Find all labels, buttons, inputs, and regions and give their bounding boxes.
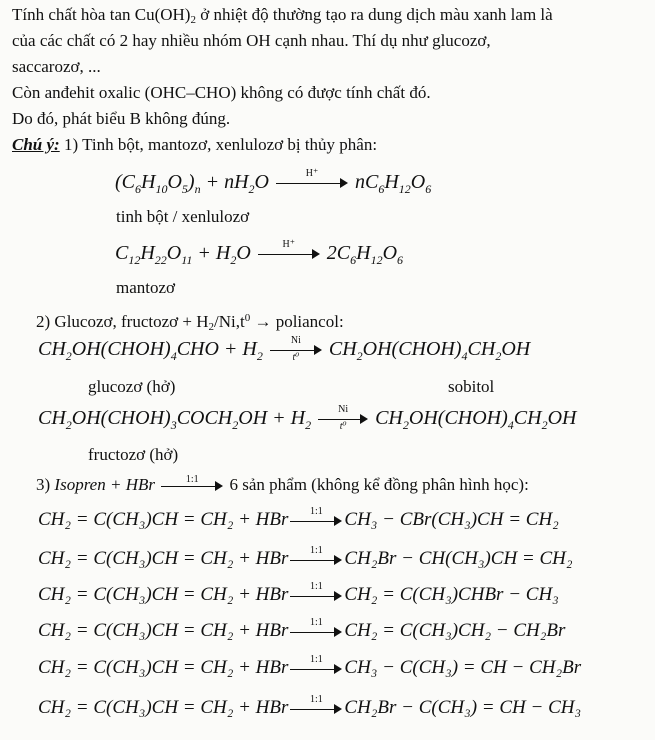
equation-reactant: CH₂ = C(CH₃)CH = CH₂ + HBr [38, 657, 289, 678]
note-item-1: Chú ý: 1) Tinh bột, mantozơ, xenlulozơ bị thủy phân: [12, 135, 378, 154]
equation-reactant: CH₂ = C(CH₃)CH = CH₂ + HBr [38, 620, 289, 641]
label-mantozo: mantozơ [116, 278, 176, 297]
paragraph-3: Do đó, phát biểu B không đúng. [12, 109, 231, 128]
reaction-arrow: $\frac{Ni}{\text{t⁰}}$ [270, 338, 322, 362]
equation-product: CH₂ = C(CH₃)CH₂ − CH₂Br [344, 620, 566, 641]
equation-reactant: CH₂ = C(CH₃)CH = CH₂ + HBr [38, 509, 289, 530]
note-item-3: 3) Isopren + HBr 1:1 6 sản phẩm (không kể đồng phân hình học): [36, 474, 655, 496]
isoprene-equation [38, 544, 573, 574]
reaction-arrow: 1:1 [290, 697, 342, 721]
label-tinh-bot: tinh bột / xenlulozơ [116, 207, 250, 226]
reaction-arrow: 1:1 [290, 509, 342, 533]
isoprene-equation [38, 616, 565, 646]
equation-product: CH₃ − C(CH₃) = CH − CH₂Br [344, 657, 582, 678]
paragraph-2: Còn anđehit oxalic (OHC–CHO) không có được tính chất đó. [12, 83, 431, 102]
equation-glucose-hydrogenation: $CH_2OH(CHOH)_4CHO + H_2$ $\frac{Ni}{\text{t⁰}}$ $CH_2OH(CHOH)_4CH_2OH$ [38, 335, 531, 364]
equation-reactant: CH₂ = C(CH₃)CH = CH₂ + HBr [38, 697, 289, 718]
label-fructozo-ho: fructozơ (hở) [88, 445, 179, 464]
reaction-arrow: 1:1 [161, 476, 223, 496]
reaction-arrow: 1:1 [290, 548, 342, 572]
equation-product: CH₂Br − CH(CH₃)CH = CH₂ [344, 548, 573, 569]
equation-maltose-hydrolysis: $C_{12}H_{22}O_{11} + H_2O$ H⁺ $2C_6H_{12}O_6$ [115, 239, 404, 267]
isoprene-equation [38, 653, 581, 683]
reaction-arrow: 1:1 [290, 620, 342, 644]
reaction-arrow: 1:1 [290, 657, 342, 681]
equation-product: CH₂Br − C(CH₃) = CH − CH₃ [344, 697, 582, 718]
reaction-arrow: H⁺ [258, 242, 320, 266]
equation-starch-hydrolysis: $(C_6H_{10}O_5)_n + nH_2O$ H⁺ $nC_6H_{12}O_6$ [115, 168, 432, 196]
paragraph-1-line-2: của các chất có 2 hay nhiều nhóm OH cạnh nhau. Thí dụ như glucozơ, [12, 31, 491, 50]
equation-fructose-hydrogenation: $CH_2OH(CHOH)_3COCH_2OH + H_2$ $\frac{Ni}{\text{t⁰}}$ $CH_2OH(CHOH)_4CH_2OH$ [38, 404, 577, 433]
label-glucozo-ho: glucozơ (hở) [88, 377, 176, 396]
reaction-arrow: 1:1 [290, 584, 342, 608]
reaction-arrow: $\frac{Ni}{\text{t⁰}}$ [318, 407, 368, 431]
isoprene-equation [38, 505, 559, 535]
paragraph-1-line-1: Tính chất hòa tan Cu(OH)2 ở nhiệt độ thường tạo ra dung dịch màu xanh lam là [12, 5, 553, 26]
reaction-arrow: H⁺ [276, 171, 348, 195]
note-label: Chú ý: [12, 135, 60, 154]
equation-product: CH₃ − CBr(CH₃)CH = CH₂ [344, 509, 559, 530]
equation-reactant: CH₂ = C(CH₃)CH = CH₂ + HBr [38, 584, 289, 605]
equation-reactant: CH₂ = C(CH₃)CH = CH₂ + HBr [38, 548, 289, 569]
paragraph-1-line-3: saccarozơ, ... [12, 57, 101, 76]
isoprene-equation [38, 580, 559, 610]
isoprene-equation [38, 693, 581, 723]
note-item-2: 2) Glucozơ, fructozơ + $H2/Ni,t^0$ → poliancol: [36, 312, 344, 333]
equation-product: CH₂ = C(CH₃)CHBr − CH₃ [344, 584, 559, 605]
label-sobitol: sobitol [448, 377, 495, 396]
